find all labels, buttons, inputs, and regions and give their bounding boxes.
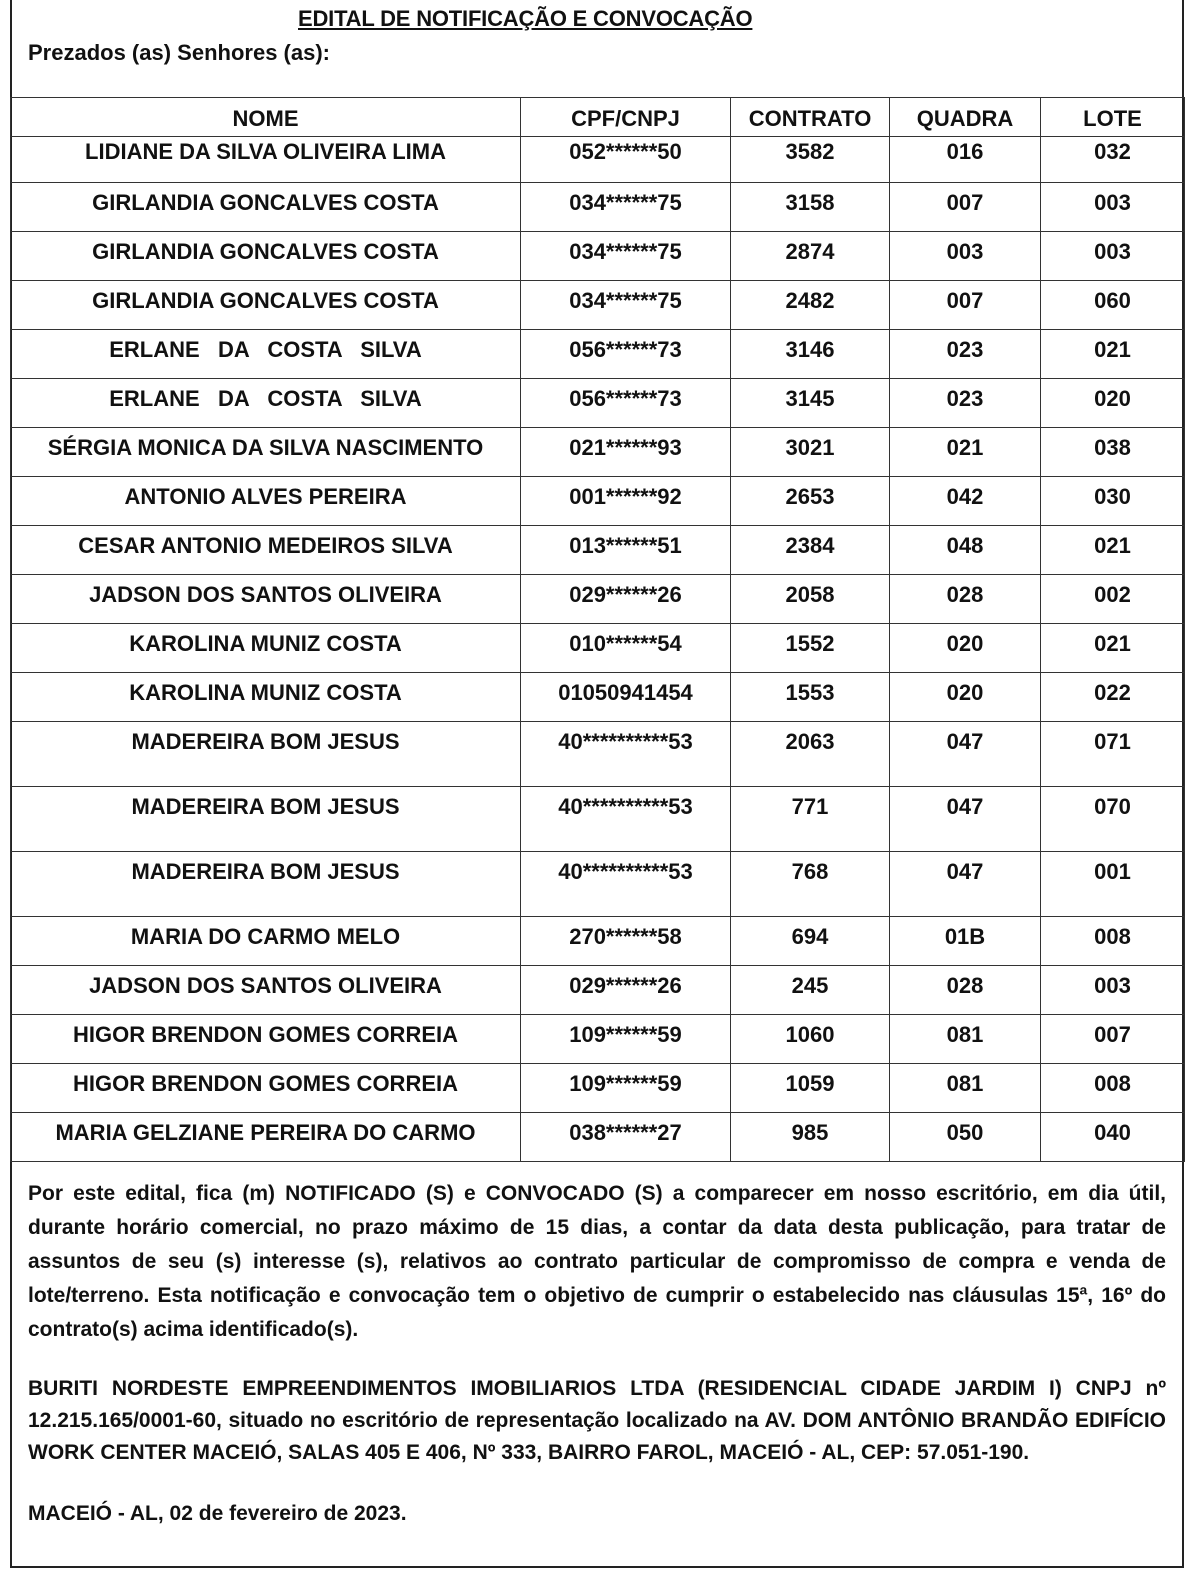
cell-quadra: 007	[890, 183, 1041, 232]
cell-contrato: 2384	[731, 526, 890, 575]
cell-contrato: 3146	[731, 330, 890, 379]
cell-nome: ERLANE DA COSTA SILVA	[11, 379, 521, 428]
cell-nome: KAROLINA MUNIZ COSTA	[11, 673, 521, 722]
header-quadra: QUADRA	[890, 98, 1041, 137]
table-row	[11, 787, 1185, 852]
greeting: Prezados (as) Senhores (as):	[28, 40, 330, 65]
table-row	[11, 1064, 1185, 1113]
cell-cpf: 056******73	[521, 379, 731, 428]
cell-lote: 070	[1041, 787, 1185, 852]
cell-contrato: 2482	[731, 281, 890, 330]
cell-quadra: 01B	[890, 917, 1041, 966]
cell-nome: MADEREIRA BOM JESUS	[11, 787, 521, 852]
cell-contrato: 985	[731, 1113, 890, 1162]
table-row	[11, 575, 1185, 624]
cell-lote: 020	[1041, 379, 1185, 428]
cell-quadra: 028	[890, 575, 1041, 624]
cell-quadra: 081	[890, 1064, 1041, 1113]
cell-quadra: 050	[890, 1113, 1041, 1162]
cell-lote: 021	[1041, 624, 1185, 673]
cell-nome: KAROLINA MUNIZ COSTA	[11, 624, 521, 673]
cell-quadra: 023	[890, 379, 1041, 428]
cell-contrato: 3021	[731, 428, 890, 477]
cell-contrato: 1552	[731, 624, 890, 673]
cell-nome: ERLANE DA COSTA SILVA	[11, 330, 521, 379]
cell-lote: 060	[1041, 281, 1185, 330]
header-cpf-cnpj: CPF/CNPJ	[521, 98, 731, 137]
cell-contrato: 3145	[731, 379, 890, 428]
cell-lote: 001	[1041, 852, 1185, 917]
cell-cpf: 038******27	[521, 1113, 731, 1162]
cell-cpf: 034******75	[521, 183, 731, 232]
cell-cpf: 109******59	[521, 1015, 731, 1064]
cell-lote: 021	[1041, 330, 1185, 379]
cell-quadra: 021	[890, 428, 1041, 477]
cell-cpf: 010******54	[521, 624, 731, 673]
cell-quadra: 020	[890, 624, 1041, 673]
cell-nome: ANTONIO ALVES PEREIRA	[11, 477, 521, 526]
table-row	[11, 428, 1185, 477]
cell-nome: GIRLANDIA GONCALVES COSTA	[11, 183, 521, 232]
table-header-row	[11, 98, 1185, 137]
company-paragraph: BURITI NORDESTE EMPREENDIMENTOS IMOBILIARIOS LTDA (RESIDENCIAL CIDADE JARDIM I) CNPJ nº 12.215.165/0001-60, situado no escritório de representação localizado na AV. DOM ANTÔNIO BRANDÃO EDIFÍCIO WORK CENTER MACEIÓ, SALAS 405 E 406, Nº 333, BAIRRO FAROL, MACEIÓ - AL, CEP: 57.051-190.	[28, 1377, 1166, 1464]
cell-quadra: 048	[890, 526, 1041, 575]
cell-lote: 021	[1041, 526, 1185, 575]
notice-paragraph: Por este edital, fica (m) NOTIFICADO (S) e CONVOCADO (S) a comparecer em nosso escritório, em dia útil, durante horário comercial, no prazo máximo de 15 dias, a contar da data desta publicação, para tratar de assuntos de seu (s) interesse (s), relativos ao contrato particular de compromisso de compra e venda de lote/terreno. Esta notificação e convocação tem o objetivo de cumprir o estabelecido nas cláusulas 15ª, 16º do contrato(s) acima identificado(s).	[28, 1182, 1166, 1341]
table-row	[11, 477, 1185, 526]
cell-contrato: 768	[731, 852, 890, 917]
cell-quadra: 020	[890, 673, 1041, 722]
table-row	[11, 722, 1185, 787]
cell-cpf: 021******93	[521, 428, 731, 477]
cell-contrato: 2058	[731, 575, 890, 624]
cell-cpf: 40**********53	[521, 722, 731, 787]
cell-cpf: 056******73	[521, 330, 731, 379]
cell-nome: MARIA DO CARMO MELO	[11, 917, 521, 966]
cell-lote: 022	[1041, 673, 1185, 722]
cell-lote: 003	[1041, 966, 1185, 1015]
cell-lote: 032	[1041, 137, 1185, 183]
cell-lote: 071	[1041, 722, 1185, 787]
cell-quadra: 047	[890, 722, 1041, 787]
cell-cpf: 052******50	[521, 137, 731, 183]
cell-contrato: 3158	[731, 183, 890, 232]
cell-cpf: 01050941454	[521, 673, 731, 722]
cell-contrato: 694	[731, 917, 890, 966]
cell-lote: 030	[1041, 477, 1185, 526]
table-row	[11, 917, 1185, 966]
cell-nome: JADSON DOS SANTOS OLIVEIRA	[11, 575, 521, 624]
cell-nome: HIGOR BRENDON GOMES CORREIA	[11, 1015, 521, 1064]
cell-nome: HIGOR BRENDON GOMES CORREIA	[11, 1064, 521, 1113]
cell-lote: 008	[1041, 917, 1185, 966]
cell-lote: 002	[1041, 575, 1185, 624]
cell-lote: 040	[1041, 1113, 1185, 1162]
cell-cpf: 029******26	[521, 966, 731, 1015]
cell-nome: MADEREIRA BOM JESUS	[11, 852, 521, 917]
cell-contrato: 771	[731, 787, 890, 852]
cell-cpf: 109******59	[521, 1064, 731, 1113]
cell-quadra: 023	[890, 330, 1041, 379]
header-nome: NOME	[11, 98, 521, 137]
document-title: EDITAL DE NOTIFICAÇÃO E CONVOCAÇÃO	[298, 6, 753, 31]
cell-cpf: 40**********53	[521, 852, 731, 917]
table-row	[11, 673, 1185, 722]
table-row	[11, 232, 1185, 281]
cell-nome: JADSON DOS SANTOS OLIVEIRA	[11, 966, 521, 1015]
cell-lote: 007	[1041, 1015, 1185, 1064]
cell-cpf: 013******51	[521, 526, 731, 575]
cell-quadra: 042	[890, 477, 1041, 526]
cell-nome: MADEREIRA BOM JESUS	[11, 722, 521, 787]
table-row	[11, 526, 1185, 575]
table-row	[11, 330, 1185, 379]
table-row	[11, 852, 1185, 917]
cell-quadra: 047	[890, 852, 1041, 917]
cell-contrato: 245	[731, 966, 890, 1015]
cell-contrato: 3582	[731, 137, 890, 183]
cell-nome: GIRLANDIA GONCALVES COSTA	[11, 232, 521, 281]
cell-lote: 003	[1041, 232, 1185, 281]
cell-quadra: 047	[890, 787, 1041, 852]
table-row	[11, 1113, 1185, 1162]
table-row	[11, 281, 1185, 330]
cell-nome: GIRLANDIA GONCALVES COSTA	[11, 281, 521, 330]
cell-nome: SÉRGIA MONICA DA SILVA NASCIMENTO	[11, 428, 521, 477]
cell-lote: 008	[1041, 1064, 1185, 1113]
cell-lote: 003	[1041, 183, 1185, 232]
cell-cpf: 40**********53	[521, 787, 731, 852]
table-row	[11, 183, 1185, 232]
cell-lote: 038	[1041, 428, 1185, 477]
cell-quadra: 081	[890, 1015, 1041, 1064]
cell-cpf: 034******75	[521, 232, 731, 281]
date-signature: MACEIÓ - AL, 02 de fevereiro de 2023.	[28, 1502, 407, 1525]
cell-nome: MARIA GELZIANE PEREIRA DO CARMO	[11, 1113, 521, 1162]
cell-contrato: 1060	[731, 1015, 890, 1064]
cell-contrato: 2653	[731, 477, 890, 526]
cell-cpf: 270******58	[521, 917, 731, 966]
cell-cpf: 029******26	[521, 575, 731, 624]
table-row	[11, 137, 1185, 183]
cell-contrato: 2874	[731, 232, 890, 281]
cell-quadra: 016	[890, 137, 1041, 183]
table-row	[11, 966, 1185, 1015]
cell-quadra: 028	[890, 966, 1041, 1015]
cell-cpf: 034******75	[521, 281, 731, 330]
cell-contrato: 1059	[731, 1064, 890, 1113]
header-contrato: CONTRATO	[731, 98, 890, 137]
cell-contrato: 1553	[731, 673, 890, 722]
cell-nome: LIDIANE DA SILVA OLIVEIRA LIMA	[11, 137, 521, 183]
table-row	[11, 624, 1185, 673]
notification-table	[10, 97, 1185, 1162]
table-row	[11, 379, 1185, 428]
header-lote: LOTE	[1041, 98, 1185, 137]
cell-contrato: 2063	[731, 722, 890, 787]
cell-nome: CESAR ANTONIO MEDEIROS SILVA	[11, 526, 521, 575]
cell-cpf: 001******92	[521, 477, 731, 526]
cell-quadra: 003	[890, 232, 1041, 281]
table-row	[11, 1015, 1185, 1064]
cell-quadra: 007	[890, 281, 1041, 330]
